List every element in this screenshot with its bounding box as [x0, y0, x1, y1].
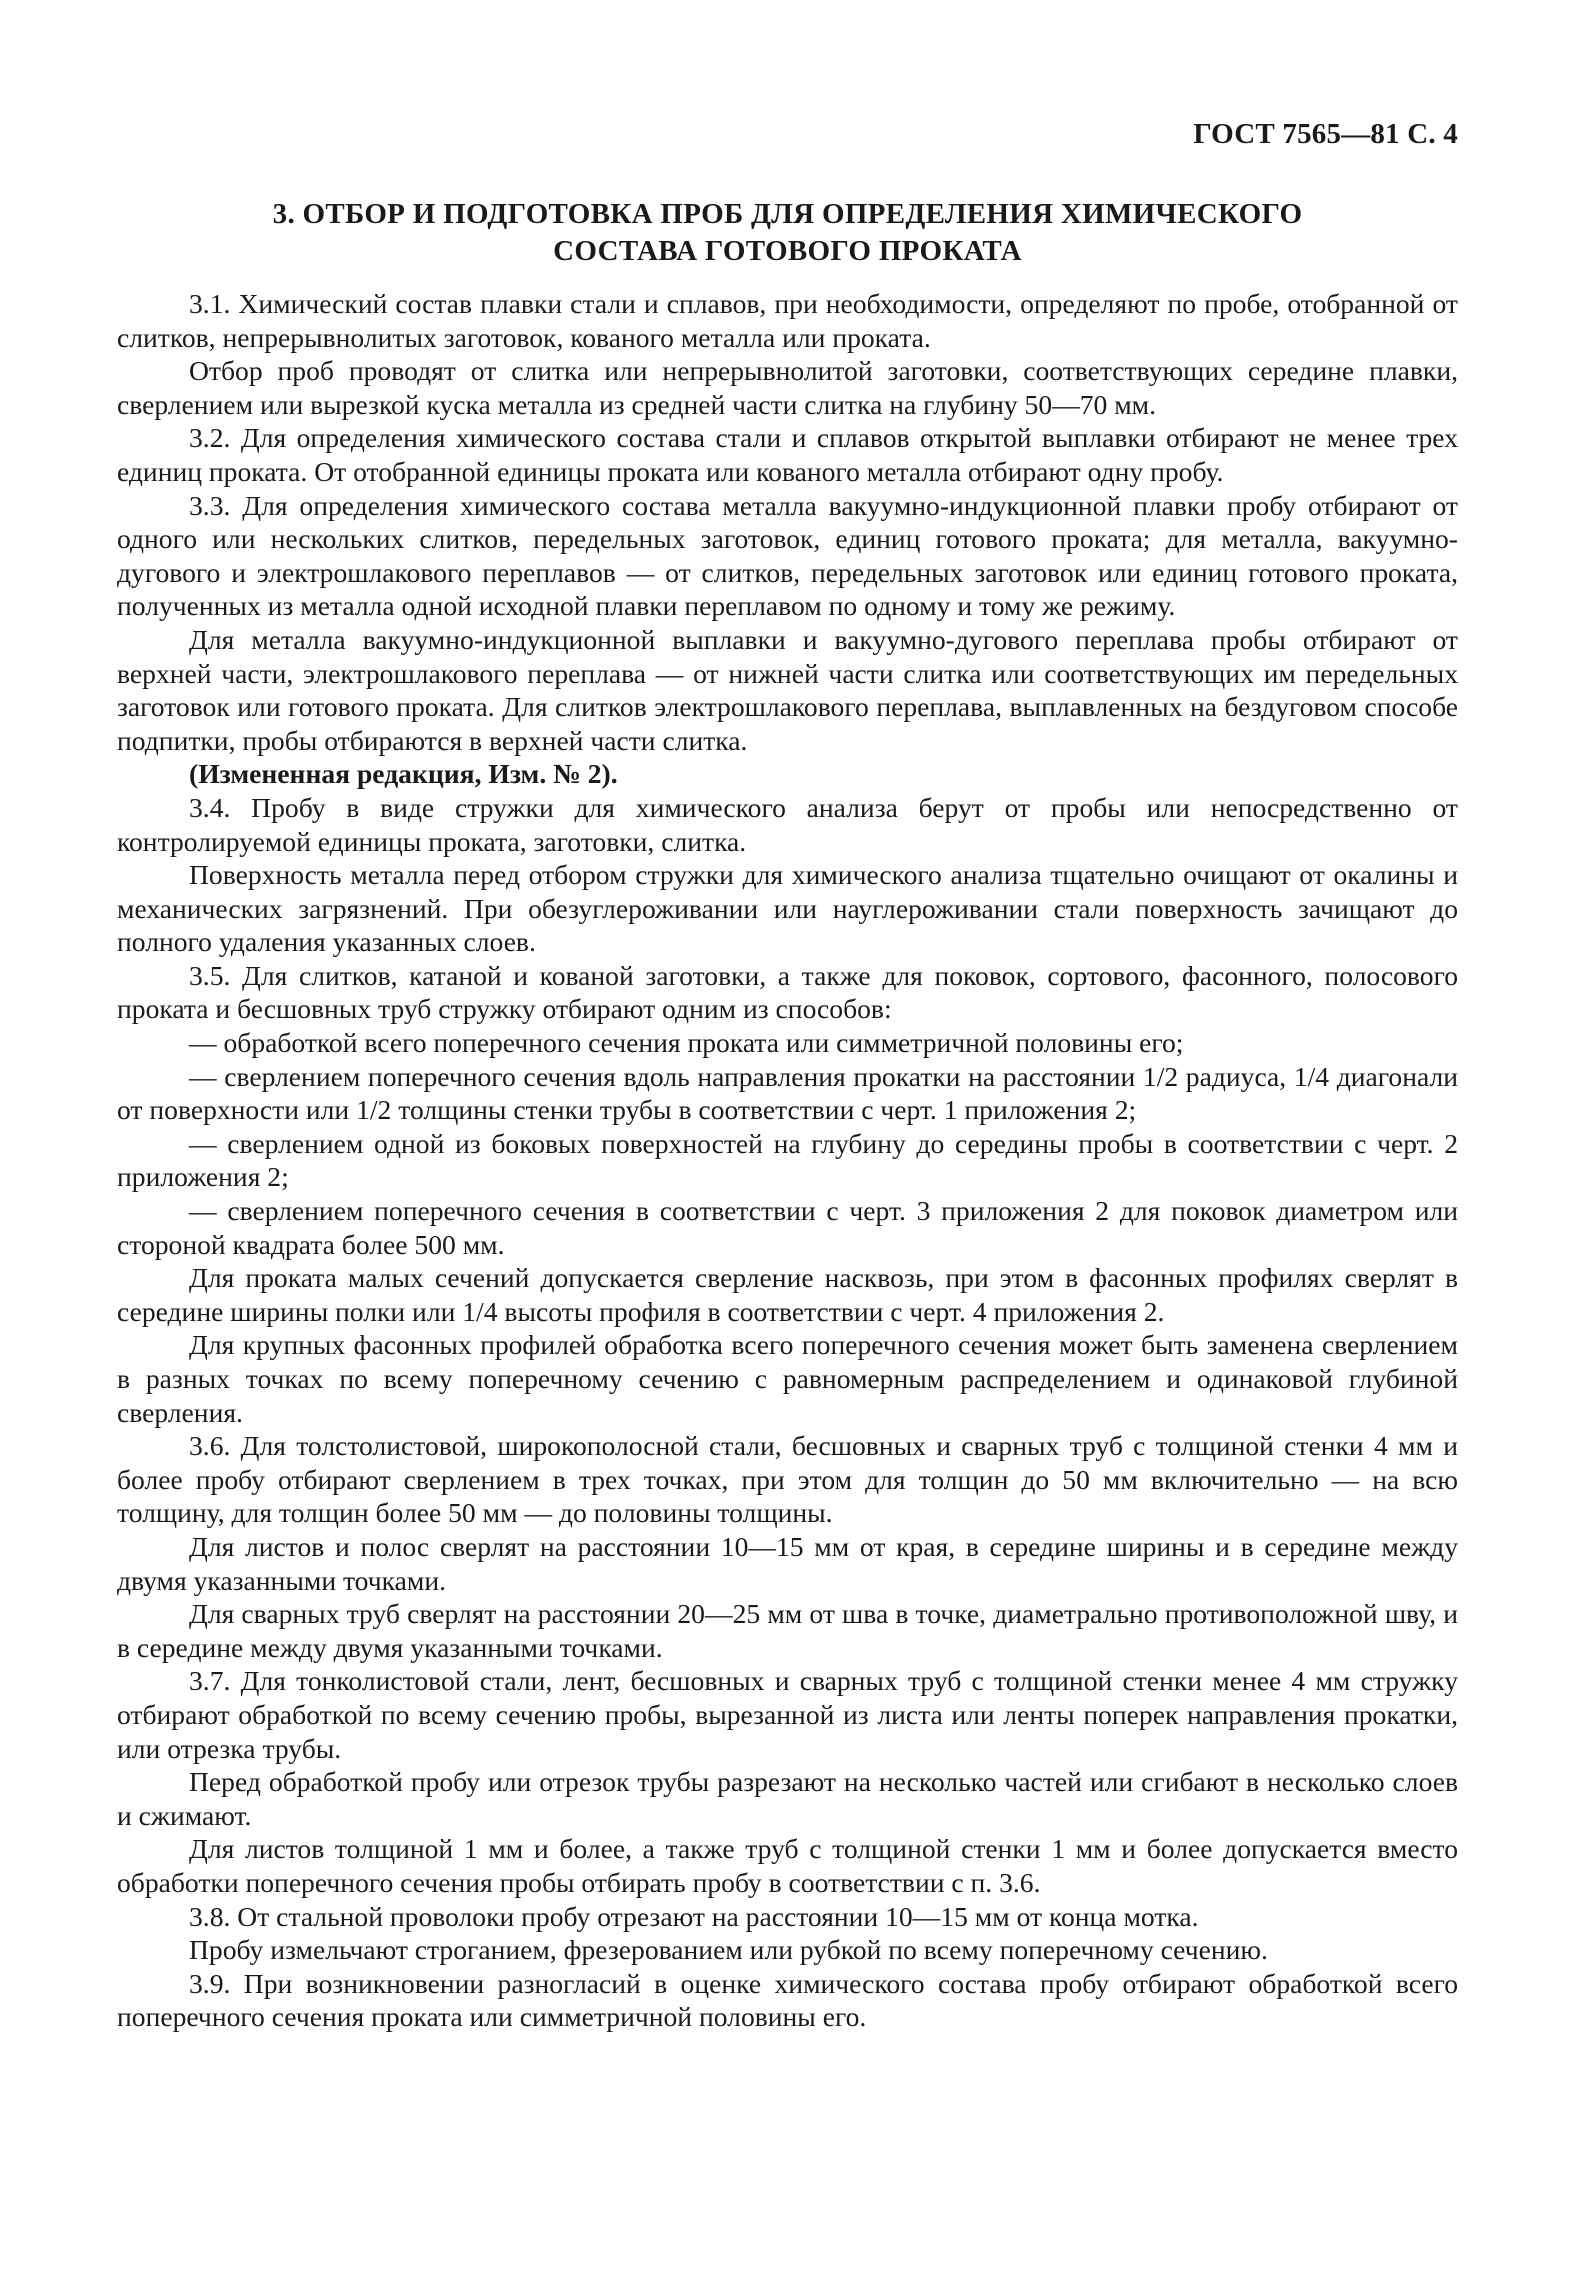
paragraph: Для металла вакуумно-индукционной выплавки и вакуумно-дугового переплава пробы отбирают от верхней части, электрошлакового переплава — от нижней части слитка или соответствующих им передельных заготовок или готового проката. Для слитков электрошлакового переплава, выплавленных на бездуговом способе подпитки, пробы отбираются в верхней части слитка. [117, 623, 1458, 756]
paragraph-3-1: 3.1. Химический состав плавки стали и сплавов, при необходимости, определяют по пробе, отобранной от слитков, непрерывнолитых заготовок, кованого металла или проката. [117, 288, 1458, 353]
list-item: — обработкой всего поперечного сечения проката или симметричной половины его; [189, 1027, 1184, 1059]
paragraph: Для листов и полос сверлят на расстоянии 10—15 мм от края, в середине ширины и в середине между двумя указанными точками. [117, 1530, 1458, 1596]
list-item: — сверлением поперечного сечения в соответствии с черт. 3 приложения 2 для поковок диаметром или стороной квадрата более 500 мм. [117, 1195, 1458, 1260]
paragraph: Для проката малых сечений допускается сверление насквозь, при этом в фасонных профилях сверлят в середине ширины полки или 1/4 высоты профиля в соответствии с черт. 4 приложения 2. [117, 1262, 1458, 1327]
section-title [117, 196, 1458, 270]
paragraph: Отбор проб проводят от слитка или непрерывнолитой заготовки, соответствующих середине плавки, сверлением или вырезкой куска металла из средней части слитка на глубину 50—70 мм. [117, 355, 1458, 420]
section-title-line-2: СОСТАВА ГОТОВОГО ПРОКАТА [553, 235, 1022, 267]
paragraph-3-4: 3.4. Пробу в виде стружки для химического анализа берут от пробы или непосредственно от контролируемой единицы проката, заготовки, слитка. [117, 791, 1458, 857]
paragraph: Для сварных труб сверлят на расстоянии 20—25 мм от шва в точке, диаметрально противоположной шву, и в середине между двумя указанными точками. [117, 1598, 1458, 1663]
paragraph: Для листов толщиной 1 мм и более, а также труб с толщиной стенки 1 мм и более допускается вместо обработки поперечного сечения пробы отбирать пробу в соответствии с п. 3.6. [117, 1833, 1458, 1898]
paragraph-3-7: 3.7. Для тонколистовой стали, лент, бесшовных и сварных труб с толщиной стенки менее 4 мм стружку отбирают обработкой по всему сечению пробы, вырезанной из листа или ленты поперек направления прокатки, или отрезка трубы. [117, 1665, 1458, 1764]
list-item: — сверлением одной из боковых поверхностей на глубину до середины пробы в соответствии с черт. 2 приложения 2; [117, 1127, 1458, 1193]
section-title-line-1: 3. ОТБОР И ПОДГОТОВКА ПРОБ ДЛЯ ОПРЕДЕЛЕНИЯ ХИМИЧЕСКОГО [272, 198, 1303, 230]
paragraph: Пробу измельчают строганием, фрезерованием или рубкой по всему поперечному сечению. [189, 1934, 1268, 1966]
amendment-note: (Измененная редакция, Изм. № 2). [189, 758, 618, 790]
paragraph-3-8: 3.8. От стальной проволоки пробу отрезают на расстоянии 10—15 мм от конца мотка. [189, 1900, 1199, 1932]
paragraph: Перед обработкой пробу или отрезок трубы разрезают на несколько частей или сгибают в несколько слоев и сжимают. [117, 1766, 1458, 1831]
list-item: — сверлением поперечного сечения вдоль направления прокатки на расстоянии 1/2 радиуса, 1/4 диагонали от поверхности или 1/2 толщины стенки трубы в соответствии с черт. 1 приложения 2; [117, 1060, 1458, 1126]
page-header-doc-ref: ГОСТ 7565—81 С. 4 [1193, 118, 1458, 150]
paragraph-3-2: 3.2. Для определения химического состава стали и сплавов открытой выплавки отбирают не менее трех единиц проката. От отобранной единицы проката или кованого металла отбирают одну пробу. [117, 422, 1458, 487]
paragraph: Поверхность металла перед отбором стружки для химического анализа тщательно очищают от окалины и механических загрязнений. При обезуглероживании или науглероживании стали поверхность зачищают до полного удаления указанных слоев. [117, 859, 1458, 958]
section-body [117, 287, 1458, 2034]
paragraph: Для крупных фасонных профилей обработка всего поперечного сечения может быть заменена сверлением в разных точках по всему поперечному сечению с равномерным распределением и одинаковой глубиной сверления. [117, 1329, 1458, 1428]
paragraph-3-3: 3.3. Для определения химического состава металла вакуумно-индукционной плавки пробу отбирают от одного или нескольких слитков, передельных заготовок, единиц готового проката; для металла, вакуумно-дугового и электрошлакового переплавов — от слитков, передельных заготовок или единиц готового проката, полученных из металла одной исходной плавки переплавом по одному и тому же режиму. [117, 489, 1458, 622]
paragraph-3-6: 3.6. Для толстолистовой, широкополосной стали, бесшовных и сварных труб с толщиной стенки 4 мм и более пробу отбирают сверлением в трех точках, при этом для толщин до 50 мм включительно — на всю толщину, для толщин более 50 мм — до половины толщины. [117, 1430, 1458, 1529]
paragraph-3-9: 3.9. При возникновении разногласий в оценке химического состава пробу отбирают обработкой всего поперечного сечения проката или симметричной половины его. [117, 1967, 1458, 2033]
paragraph-3-5: 3.5. Для слитков, катаной и кованой заготовки, а также для поковок, сортового, фасонного, полосового проката и бесшовных труб стружку отбирают одним из способов: [117, 959, 1458, 1025]
